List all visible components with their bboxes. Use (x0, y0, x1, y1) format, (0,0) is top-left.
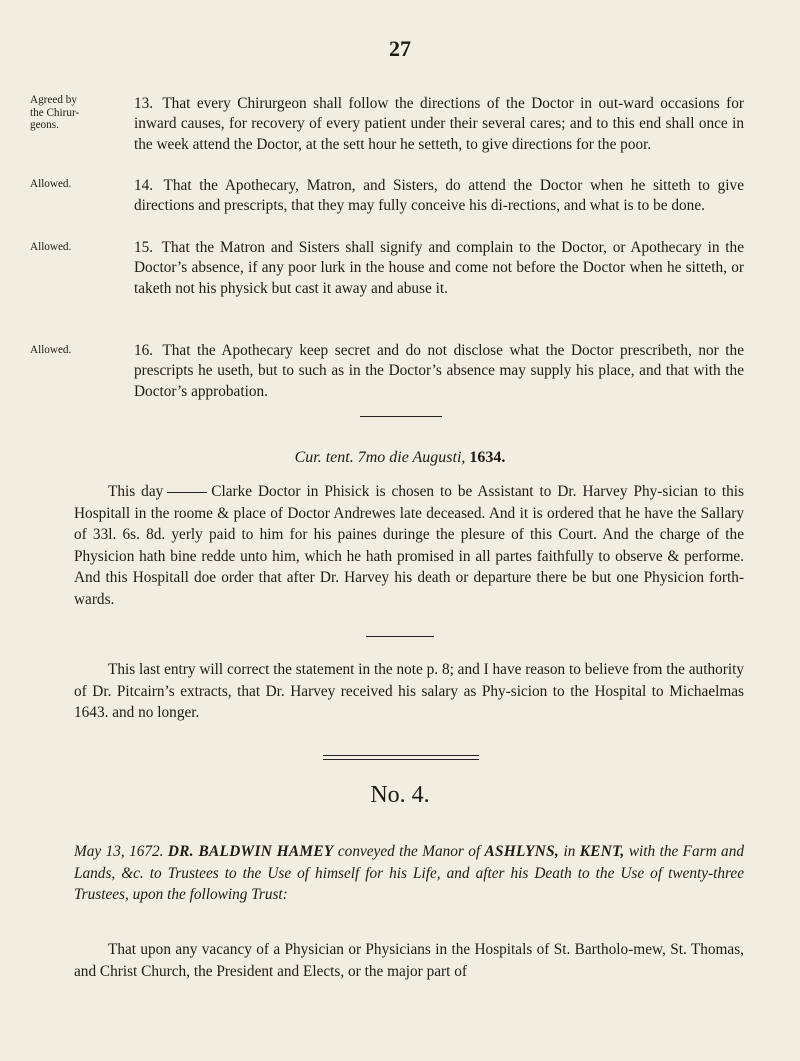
court-entry-rest: Clarke Doctor in Phisick is chosen to be Assistant to Dr. Harvey Phy-sician to this Hospitall in the roome & place of Doctor Andrewes late deceased. And it is ordered that he have the Sallary of 33l. 6s. 8d. yerly paid to him for his paines duringe the plesure of this Court. And the charge of the Physicion hath bine redde unto him, which he hath promised in all partes faithfully to observe & performe. And this Hospitall doe order that after Dr. Harvey his death or departure there be but one Physicion forth-wards. (74, 483, 744, 608)
deed-county: KENT, (579, 843, 625, 860)
article-number: 14. (134, 177, 154, 194)
margin-note-13: Agreed by the Chirur-geons. (30, 94, 80, 131)
deed-manor: ASHLYNS, (484, 843, 560, 860)
deed-donor: DR. BALDWIN HAMEY (167, 843, 334, 860)
article-number: 15. (134, 239, 154, 256)
article-text: That the Matron and Sisters shall signify and complain to the Doctor, or Apothecary in the Doctor’s absence, if any poor lurk in the house and come not before the Doctor when he sitteth, or taketh not his physick but cast it away and abuse it. (134, 239, 744, 297)
trust-text: That upon any vacancy of a Physician or Physicians in the Hospitals of St. Bartholo-mew, St. Thomas, and Christ Church, the President and Elects, or the major part of (74, 941, 744, 980)
article-16 (134, 341, 744, 402)
article-15 (134, 238, 744, 299)
article-text: That every Chirurgeon shall follow the directions of the Doctor in out-ward occasions for inward causes, for recovery of every patient under their several cares; and to this end shall once in the week attend the Doctor, at the sett hour he setteth, to give directions for the poor. (134, 95, 744, 153)
article-text: That the Apothecary, Matron, and Sisters, do attend the Doctor when he sitteth to give directions and prescripts, that they may fully conceive his di-rections, and what is to be done. (134, 177, 744, 215)
section-rule (366, 636, 434, 637)
margin-note-14: Allowed. (30, 178, 72, 190)
page-number: 27 (389, 36, 411, 61)
editorial-note: This last entry will correct the statement in the note p. 8; and I have reason to believe from the authority of Dr. Pitcairn’s extracts, that Dr. Harvey received his salary as Phy-sicion to the Hospital to Michaelmas 1643. and no longer. (74, 661, 744, 721)
blank-dash (167, 492, 207, 493)
article-number: 13. (134, 95, 154, 112)
section-rule (360, 416, 442, 417)
court-entry-start: This day (108, 483, 164, 500)
court-heading (0, 449, 800, 467)
deed-rest: with the Farm and Lands, &c. to Trustees to the Use of himself for his Life, and after his Death to the Use of twenty-three Trustees, upon the following Trust: (74, 843, 744, 903)
deed-conveyed: conveyed the Manor of (337, 843, 481, 860)
court-heading-year: 1634. (469, 449, 506, 466)
court-heading-text: Cur. tent. 7mo die Augusti, (294, 449, 466, 466)
article-text: That the Apothecary keep secret and do not disclose what the Doctor prescribeth, nor the prescripts he useth, but to such as in the Doctor’s absence may supply his place, and that with the Doctor’s approbation. (134, 342, 744, 400)
section-heading: No. 4. (370, 782, 430, 808)
deed-date: May 13, 1672. (74, 843, 164, 860)
margin-note-15: Allowed. (30, 241, 72, 253)
article-14 (134, 176, 744, 217)
article-13 (134, 94, 744, 155)
article-number: 16. (134, 342, 154, 359)
deed-summary (74, 841, 744, 906)
court-entry (74, 481, 744, 610)
margin-note-16: Allowed. (30, 344, 72, 356)
double-rule (323, 755, 479, 760)
deed-in: in (563, 843, 576, 860)
